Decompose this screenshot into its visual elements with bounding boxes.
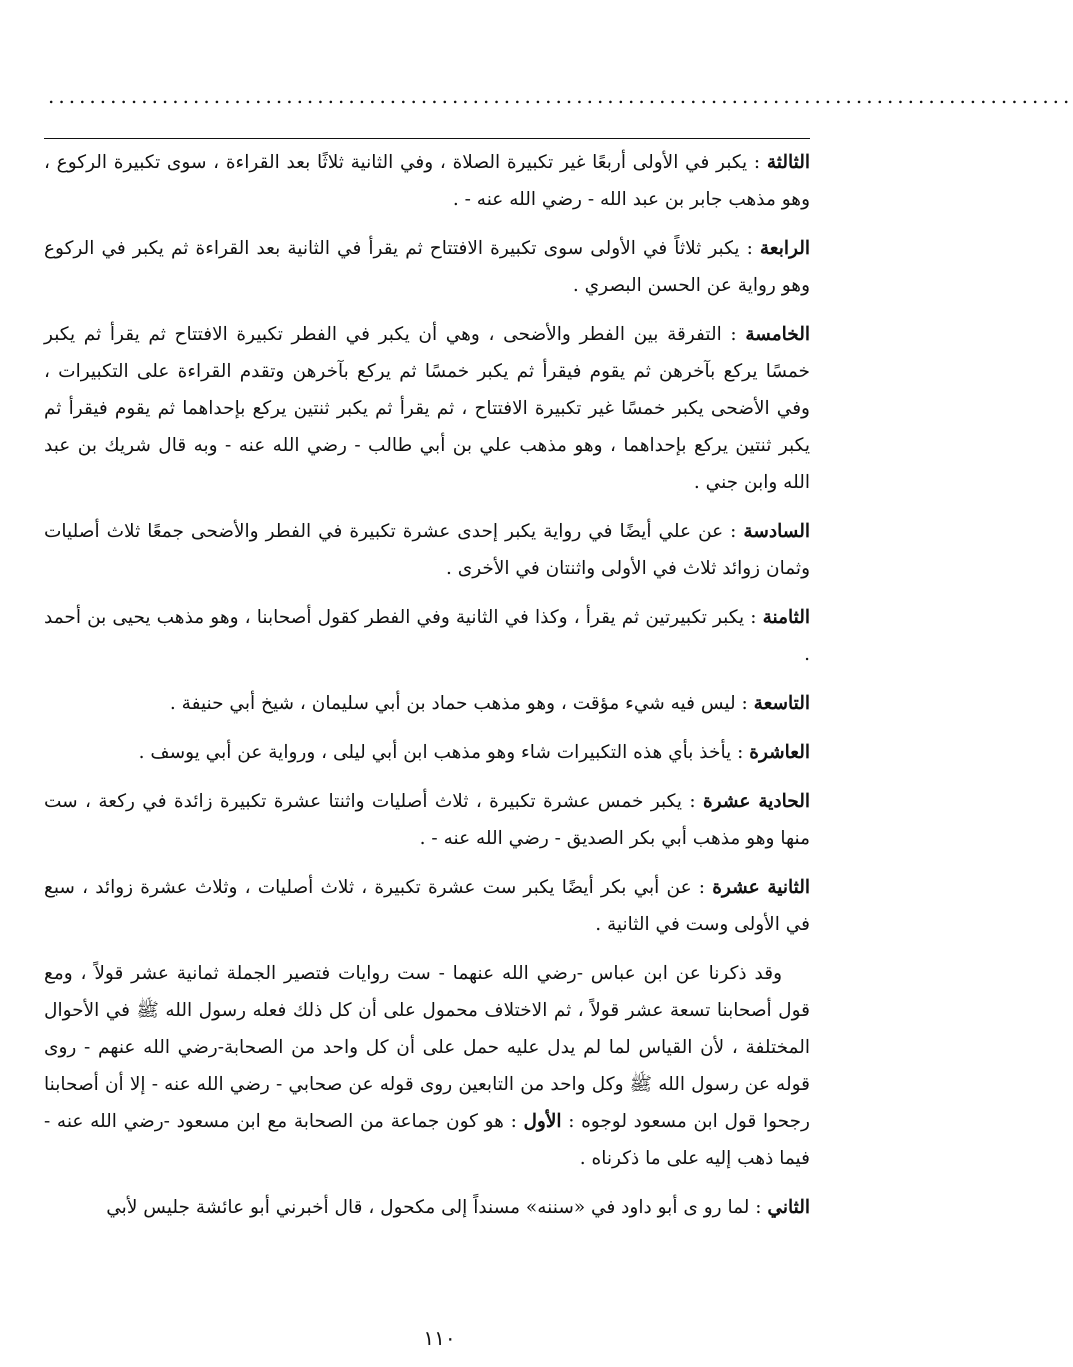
main-paragraph [44, 1189, 810, 1226]
footnote-text: : عن علي أيضًا في رواية يكبر إحدى عشرة تكبيرة في الفطر والأضحى جمعًا ثلاث أصليات وثمان زوائد ثلاث في الأولى واثنتان في الأخرى . [44, 521, 810, 579]
footnote-item [44, 144, 810, 218]
main-bold-term: الثاني [767, 1197, 810, 1218]
footnote-text: : يكبر خمس عشرة تكبيرة ، ثلاث أصليات واثنتا عشرة تكبيرة زائدة في ركعة ، ست منها وهو مذهب أبي بكر الصديق - رضي الله عنه - . [44, 791, 810, 849]
footnote-label: الخامسة [745, 324, 810, 345]
footnote-text: : التفرقة بين الفطر والأضحى ، وهي أن يكبر في الفطر تكبيرة الافتتاح ثم يقرأ ثم يكبر خمسًا يركع بآخرهن ثم يقوم فيقرأ ثم يكبر خمسًا ثم يركع بآخرهن وتقدم القراءة على التكبيرات ، وفي الأضحى يكبر خمسًا غير تكبيرة الافتتاح ، ثم يقرأ ثم يكبر ثنتين يركع بإحداهما ثم يقوم فيقرأ ثم يكبر ثنتين يركع بإحداهما ، وهو مذهب علي بن أبي طالب - رضي الله عنه - وبه قال شريك بن عبد الله وابن جني . [44, 324, 810, 493]
footnote-label: الثالثة [766, 152, 810, 173]
main-bold-term: الأول [523, 1111, 562, 1132]
footnote-label: التاسعة [753, 693, 810, 714]
page-number: ١١٠ [423, 1326, 456, 1350]
footnote-text: : يكبر ثلاثاً في الأولى سوى تكبيرة الافتتاح ثم يقرأ في الثانية بعد القراءة ثم يكبر في الركوع وهو رواية عن الحسن البصري . [44, 238, 810, 296]
footnote-label: الحادية عشرة [702, 791, 810, 812]
main-text: وقد ذكرنا عن ابن عباس -رضي الله عنهما - ست روايات فتصير الجملة ثمانية عشر قولاً ، ومع قول أصحابنا تسعة عشر قولاً ، ثم الاختلاف محمول على أن كل ذلك فعله رسول الله ﷺ في الأحوال المختلفة ، لأن القياس لما لم يدل عليه حمل على أن كل واحد من الصحابة-رضي الله عنهم - روى قوله عن رسول الله ﷺ وكل واحد من التابعين روى قوله عن صحابي - رضي الله عنه - إلا أن أصحابنا رجحوا قول ابن مسعود لوجوه : [44, 963, 810, 1132]
footnote-item [44, 599, 810, 673]
footnote-item [44, 230, 810, 304]
footnote-item [44, 685, 810, 722]
main-text: : لما رو ى أبو داود في «سننه» مسنداً إلى مكحول ، قال أخبرني أبو عائشة جليس لأبي [106, 1197, 768, 1218]
header-dotted-line: ................................................................................................... [48, 84, 1073, 108]
footnote-label: العاشرة [749, 742, 810, 763]
main-paragraph [44, 955, 810, 1177]
footnote-text: : يكبر في الأولى أربعًا غير تكبيرة الصلاة ، وفي الثانية ثلاثًا بعد القراءة ، سوى تكبيرة الركوع ، وهو مذهب جابر بن عبد الله - رضي الله عنه - . [44, 152, 810, 210]
footnote-text: : يكبر تكبيرتين ثم يقرأ ، وكذا في الثانية وفي الفطر كقول أصحابنا ، وهو مذهب يحيى بن أحمد . [44, 607, 810, 665]
page-body [44, 144, 810, 1238]
footnote-item [44, 513, 810, 587]
footnote-label: الثامنة [762, 607, 810, 628]
footnote-item [44, 316, 810, 501]
footnote-text: : يأخذ بأي هذه التكبيرات شاء وهو مذهب ابن أبي ليلى ، ورواية عن أبي يوسف . [138, 742, 750, 763]
footnote-item [44, 783, 810, 857]
footnote-label: الرابعة [759, 238, 810, 259]
main-text: : هو كون جماعة من الصحابة مع ابن مسعود -رضي الله عنه - فيما ذهب إليه على ما ذكرناه . [44, 1111, 810, 1169]
footnote-text: : عن أبي بكر أيضًا يكبر ست عشرة تكبيرة ، ثلاث أصليات ، وثلاث عشرة زوائد ، سبع في الأولى وست في الثانية . [44, 877, 810, 935]
footnote-label: الثانية عشرة [712, 877, 811, 898]
footnote-text: : ليس فيه شيء مؤقت ، وهو مذهب حماد بن أبي سليمان ، شيخ أبي حنيفة . [169, 693, 754, 714]
footnote-separator-rule [44, 138, 810, 139]
footnote-item [44, 734, 810, 771]
footnote-item [44, 869, 810, 943]
footnote-label: السادسة [743, 521, 810, 542]
